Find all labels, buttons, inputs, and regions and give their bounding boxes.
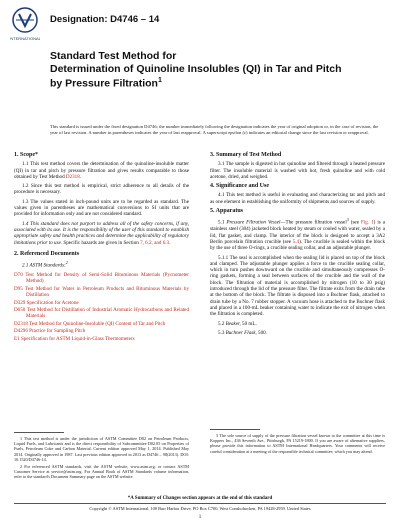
reference-link[interactable]: D2318 [14,320,28,327]
title-line-1: Standard Test Method for [50,50,177,62]
copyright-line: Copyright © ASTM International, 100 Barr Harbor Drive, PO Box C700, West Conshohocken, PA 19428-2959. United States [89,506,311,511]
link-fig-1[interactable]: Fig. 1 [360,220,374,227]
reference-item: E1 Specification for ASTM Liquid-in-Glass Thermometers [14,335,135,342]
references-intro: 2.1 ASTM Standards:$^2$ [22,260,68,269]
title-line-3: by Pressure Filtration$^1$ [50,77,162,90]
footnote-divider-left [14,432,64,433]
footnote-divider-right [210,429,260,430]
reference-link[interactable]: D95 [14,285,23,292]
summary-of-changes-note: *A Summary of Changes section appears at the end of this standard [127,496,273,501]
section-heading-references: 2. Referenced Documents [14,250,80,257]
reference-list [14,272,189,342]
link-sections-hazards[interactable]: 7, 6.2, and 6.3 [140,239,170,246]
reference-link[interactable]: D329 [14,299,26,306]
astm-logo [10,6,40,46]
reference-item: D95 Test Method for Water in Petroleum Products and Bituminous Materials by Distillation [14,285,189,299]
reference-item: D650 Test Method for Distillation of Industrial Aromatic Hydrocarbons and Related Materials [14,307,189,320]
svg-text:INTERNATIONAL: INTERNATIONAL [10,36,40,41]
footnote-2: 2 For referenced ASTM standards, visit the ASTM website, www.astm.org, or contact ASTM Customer Service at service@astm.org. For Annual Book of ASTM Standards volume information, refer to the standard's Document Summary page on the ASTM website. [14,464,189,480]
designation-label: Designation: D4746 – 14 [50,14,160,25]
document-title [50,50,380,90]
right-column [210,152,385,339]
paragraph-1-1: 1.1 This test method covers the determination of the quinoline-insoluble matter (QI) in tar and pitch by pressure filtration and gives results comparable to those obtained by Test Method D2318. [14,161,189,180]
paragraph-5-1: 5.1 Pressure Filtration Vessel—The pressure filtration vessel$^3$ (see Fig. 1) is a stainless steel (304) jacketed block heated by steam or cooled with water, sealed by a lid, flat gasket, and clamp. The interior of the block is designed to accept a 3A2 Berlin porcelain filtration crucible (see 5.4). The crucible is sealed within the block by the use of three O-rings, a crucible sealing collar, and an adjustable plunger. [210,217,386,252]
paragraph-3-1: 3.1 The sample is digested in hot quinoline and filtered through a heated pressure filter. The insoluble material is washed with hot, fresh quinoline and with cold acetone, dried, and weighed. [210,161,385,180]
left-column [14,152,189,343]
footnotes-right [210,433,385,454]
paragraph-1-2: 1.2 Since this test method is empirical, strict adherence to all details of the procedure is necessary. [14,183,189,196]
section-heading-significance: 4. Significance and Use [210,183,270,190]
document-header [10,6,390,46]
footnote-1: 1 This test method is under the jurisdiction of ASTM Committee D02 on Petroleum Products, Liquid Fuels, and Lubricants and is the direct responsibility of Subcommittee D02.05 on Properties of Fuels, Petroleum Coke and Carbon Material. Current edition approved May 1, 2014. Published May 2014. Originally approved in 1987. Last previous edition approved in 2013 as D4746 – 98(2013). DOI: 10.1520/D4746-14. [14,436,189,462]
reference-item: D70 Test Method for Density of Semi-Solid Bituminous Materials (Pycnometer Method) [14,272,189,285]
paragraph-4-1: 4.1 This test method is useful in evaluating and characterizing tar and pitch and as one element in establishing the uniformity of shipments and sources of supply. [210,192,385,205]
title-line-2: Determination of Quinoline Insolubles (QI) in Tar and Pitch [50,62,342,75]
link-5-4[interactable]: 5.4 [292,238,300,245]
paragraph-5-1-1: 5.1.1 The seal is accomplished when the sealing lid is placed on top of the block and clamped. The adjustable plunger applies a force to the crucible sealing collar, which in turn pushes downward on the crucible and simultaneously compresses O-ring gaskets, forming a seal between surfaces of the crucible and the wall of the block. The filtration of material is accomplished by nitrogen (10 to 30 psig) introduced through the lid of the pressure filter. The filtrate exits from the drain tube at the bottom of the block. The filtrate is disposed into a Buchner flask, attached to drain tube by a No. 7 rubber stopper. A vacuum hose is attached to the Buchner flask and placed in a 100-mL beaker containing water to indicate the exit of nitrogen when the filtration is completed. [210,254,385,318]
section-heading-scope: 1. Scope* [14,152,38,158]
reference-link[interactable]: E1 [14,335,20,342]
paragraph-5-3: 5.3 Buchner Flask, 500. [218,329,267,336]
paragraph-5-2: 5.2 Beaker, 50 mL. [218,320,257,327]
reference-link[interactable]: D650 [14,307,26,314]
issuance-note: This standard is issued under the fixed designation D4746; the number immediately following the designation indicates the year of original adoption or, in the case of revision, the year of last revision. A number in parentheses indicates the year of last reapproval. A superscript epsilon (ε) indicates an editorial change since the last revision or reapproval. [50,124,379,135]
section-heading-apparatus: 5. Apparatus [210,208,244,215]
reference-item: D4296 Practice for Sampling Pitch [14,328,86,335]
reference-link[interactable]: D70 [14,272,23,279]
paragraph-1-4: 1.4 This standard does not purport to address all of the safety concerns, if any, associated with its use. It is the responsibility of the user of this standard to establish appropriate safety and health practices and determine the applicability of regulatory limitations prior to use. Specific hazards are given in Section 7, 6.2, and 6.3. [14,220,189,246]
link-d2318[interactable]: D2318 [65,173,80,180]
section-heading-summary: 3. Summary of Test Method [210,152,282,158]
footnote-3: 3 The sole source of supply of the pressure filtration vessel known to the committee at this time is Koppers Inc., 436 Seventh Ave., Pittsburgh, PA 15219-1800. If you are aware of alternative suppliers, please provide this information to ASTM International Headquarters. Your comments will receive careful consideration at a meeting of the responsible technical committee, which you may attend. [210,433,385,454]
title-footnote-mark: 1 [157,77,162,84]
paragraph-1-3: 1.3 The values stated in inch-pound units are to be regarded as standard. The values given in parentheses are mathematical conversions to SI units that are provided for information only and are not considered standard. [14,198,189,218]
reference-item: D2318 Test Method for Quinoline-Insoluble (QI) Content of Tar and Pitch [14,320,166,327]
footnotes-left [14,436,189,480]
reference-link[interactable]: D4296 [14,328,28,335]
page-number: 1 [198,515,202,520]
footer-divider [14,503,386,504]
reference-item: D329 Specification for Acetone [14,299,79,306]
